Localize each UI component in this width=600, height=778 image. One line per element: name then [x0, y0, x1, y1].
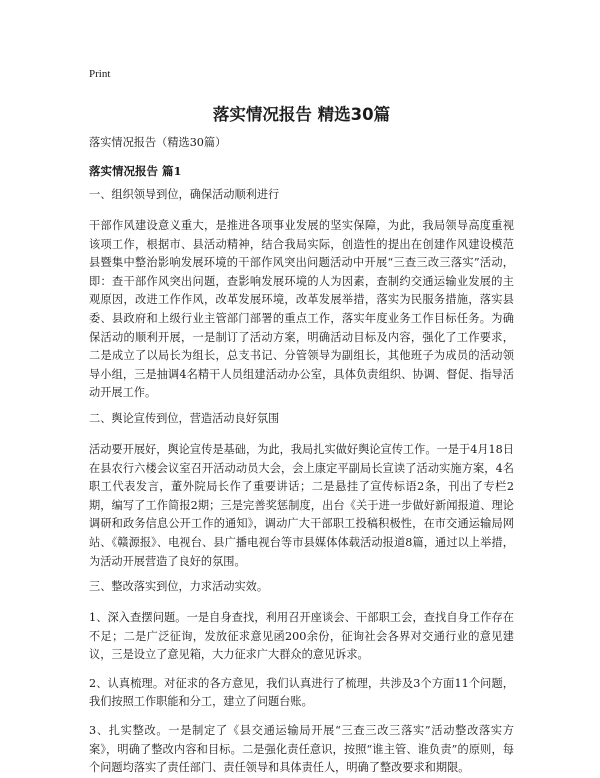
block-heading: 三、整改落实到位，力求活动实效。 [89, 580, 269, 594]
document-title: 落实情况报告 精选30篇 [212, 105, 391, 124]
block-heading: 一、组织领导到位，确保活动顺利进行 [89, 188, 280, 201]
paragraph: 3、扎实整改。一是制定了《县交通运输局开展“三查三改三落实”活动整改落实方案》，明确了整改内容和目标。二是强化责任意识，按照“谁主管、谁负责”的原则，每个问题均落实了责任部门、责任领导和具体责任人，明确了整改要求和期限。 [89, 724, 514, 775]
block-heading: 二、舆论宣传到位，营造活动良好氛围 [89, 411, 280, 425]
print-label: Print [89, 68, 111, 80]
document-subtitle: 落实情况报告（精选30篇） [89, 136, 227, 149]
paragraph: 干部作风建设意义重大，是推进各项事业发展的坚实保障，为此，我局领导高度重视该项工作，根据市、县活动精神，结合我局实际，创造性的提出在创建作风建设模范县暨集中整治影响发展环境的干部作风突出问题活动中开展“三查三改三落实”活动，即：查干部作风突出问题，查影响发展环境的人为因素，查制约交通运输业发展的主观原因，改进工作作风，改革发展环境，改革发展举措，落实为民服务措施，落实县委、县政府和上级行业主管部门部署的重点工作，落实年度业务工作目标任务。为确保活动的顺利开展，一是制订了活动方案，明确活动目标及内容，强化了工作要求，二是成立了以局长为组长，总支书记、分管领导为副组长，其他班子为成员的活动领导小组，三是抽调4名精干人员组建活动办公室，具体负责组织、协调、督促、指导活动开展工作。 [89, 219, 514, 400]
section-heading: 落实情况报告 篇1 [89, 164, 182, 178]
paragraph: 1、深入查摆问题。一是自身查找，利用召开座谈会、干部职工会，查找自身工作存在不足；二是广泛征询，发放征求意见函200余份，征询社会各界对交通行业的意见建议，三是设立了意见箱，大力征求广大群众的意见诉求。 [89, 611, 514, 662]
paragraph: 2、认真梳理。对征求的各方意见，我们认真进行了梳理，共涉及3个方面11个问题，我们按照工作职能和分工，建立了问题台账。 [89, 676, 514, 709]
paragraph: 活动要开展好，舆论宣传是基础，为此，我局扎实做好舆论宣传工作。一是于4月18日在县农行六楼会议室召开活动动员大会，会上康定平副局长宣读了活动实施方案，4名职工代表发言，董外院局长作了重要讲话；二是悬挂了宣传标语2条，刊出了专栏2期，编写了工作简报2期；三是完善奖惩制度，出台《关于进一步做好新闻报道、理论调研和政务信息公开工作的通知》，调动广大干部职工投稿积极性，在市交通运输局网站、《赣源报》、电视台、县广播电视台等市县媒体体载活动报道8篇，通过以上举措，为活动开展营造了良好的氛围。 [89, 442, 514, 568]
